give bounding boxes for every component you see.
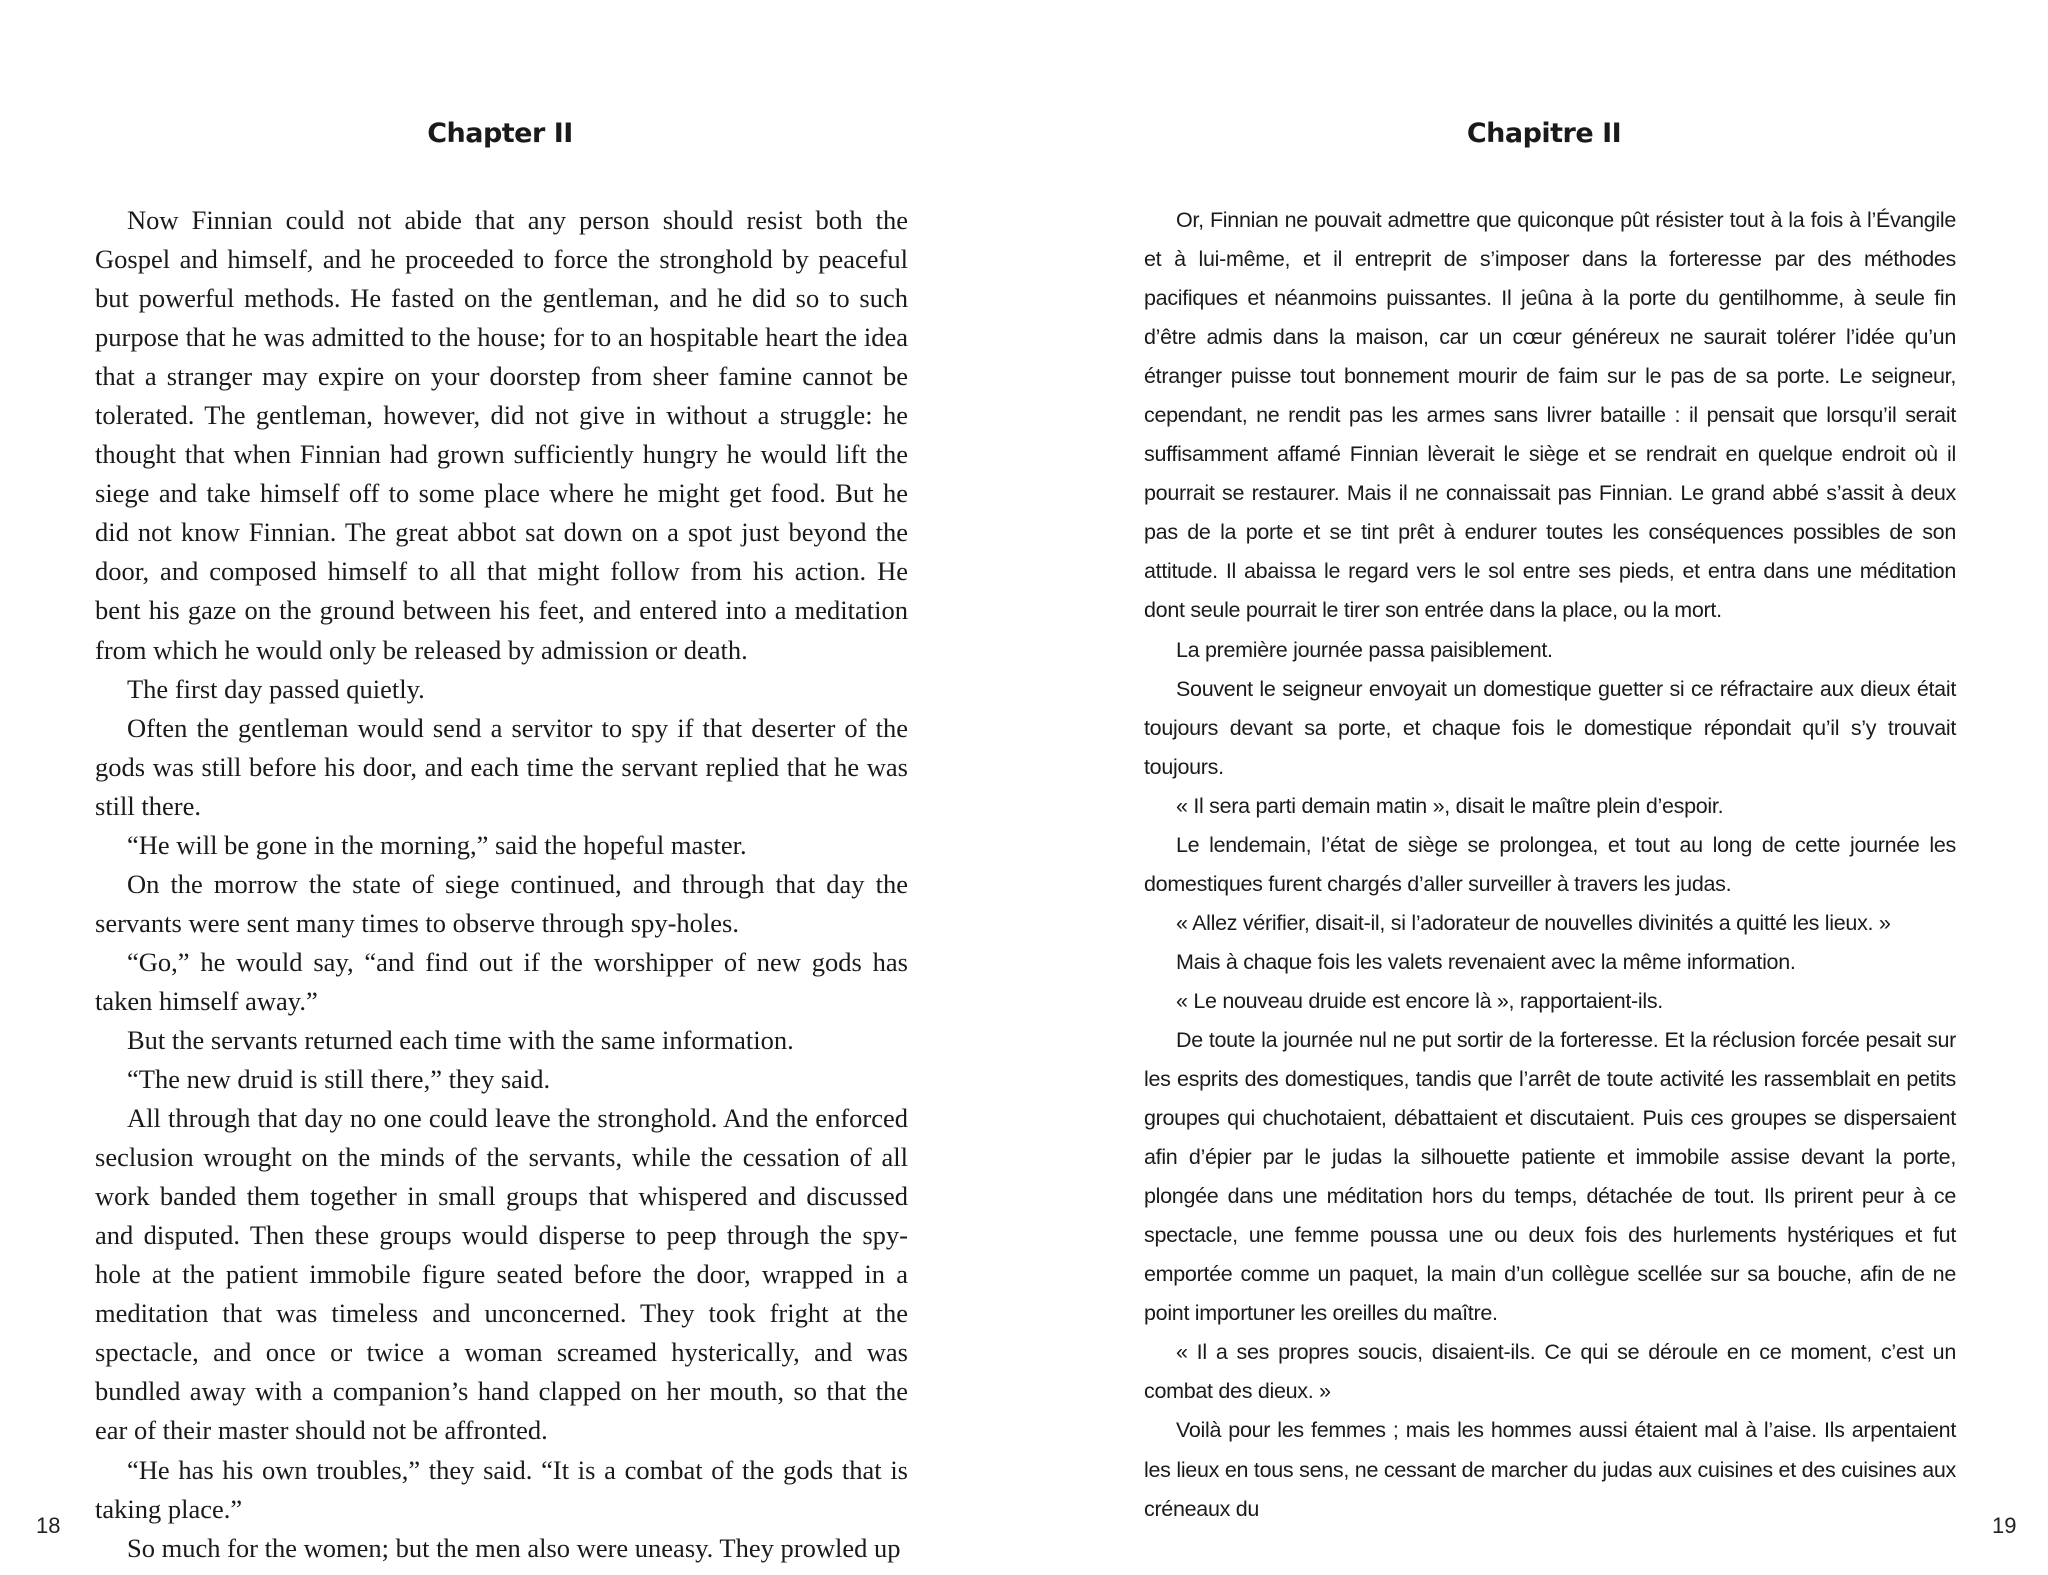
paragraph: Mais à chaque fois les valets revenaient avec la même information. (1176, 949, 1796, 974)
paragraph: « Le nouveau druide est encore là », rapportaient-ils. (1176, 988, 1663, 1013)
chapter-title: Chapitre II (1466, 118, 1622, 149)
paragraph: La première journée passa paisiblement. (1176, 637, 1553, 662)
paragraph: Now Finnian could not abide that any person should resist both the Gospel and himself, and he proceeded to force the stronghold by peaceful but powerful methods. He fasted on the gentleman, and he did so to such purpose that he was admitted to the house; for to an hospitable heart the idea that a stranger may expire on your doorstep from sheer famine cannot be tolerated. The gentleman, however, did not give in without a struggle: he thought that when Finnian had grown sufficiently hungry he would lift the siege and take himself off to some place where he might get food. But he did not know Finnian. The great abbot sat down on a spot just beyond the door, and composed himself to all that might follow from his action. He bent his gaze on the ground between his feet, and entered into a meditation from which he would only be released by admission or death. (95, 205, 908, 665)
paragraph: But the servants returned each time with the same information. (127, 1024, 794, 1055)
paragraph: Voilà pour les femmes ; mais les hommes aussi étaient mal à l’aise. Ils arpentaient les lieux en tous sens, ne cessant de marcher du judas aux cuisines et des cuisines aux créneaux du (1144, 1418, 1956, 1521)
paragraph: “He will be gone in the morning,” said the hopeful master. (127, 829, 747, 860)
chapter-body-english (95, 201, 908, 1568)
right-page (1024, 0, 2048, 1575)
page-number: 18 (36, 1513, 61, 1538)
paragraph: On the morrow the state of siege continued, and through that day the servants were sent many times to observe through spy-holes. (95, 868, 908, 938)
chapter-body-french (1144, 201, 1956, 1529)
paragraph: Le lendemain, l’état de siège se prolongea, et tout au long de cette journée les domestiques furent chargés d’aller surveiller à travers les judas. (1144, 832, 1956, 896)
paragraph: « Il a ses propres soucis, disaient-ils. Ce qui se déroule en ce moment, c’est un combat des dieux. » (1144, 1340, 1956, 1404)
paragraph: « Il sera parti demain matin », disait le maître plein d’espoir. (1176, 793, 1724, 818)
paragraph: Often the gentleman would send a servitor to spy if that deserter of the gods was still before his door, and each time the servant replied that he was still there. (95, 712, 908, 821)
paragraph: Or, Finnian ne pouvait admettre que quiconque pût résister tout à la fois à l’Évangile et à lui-même, et il entreprit de s’imposer dans la forteresse par des méthodes pacifiques et néanmoins puissantes. Il jeûna à la porte du gentilhomme, à seule fin d’être admis dans la maison, car un cœur généreux ne saurait tolérer l’idée qu’un étranger puisse tout bonnement mourir de faim sur le pas de sa porte. Le seigneur, cependant, ne rendit pas les armes sans livrer bataille : il pensait que lorsqu’il serait suffisamment affamé Finnian lèverait le siège et se rendrait en quelque endroit où il pourrait se restaurer. Mais il ne connaissait pas Finnian. Le grand abbé s’assit à deux pas de la porte et se tint prêt à endurer toutes les conséquences possibles de son attitude. Il abaissa le regard vers le sol entre ses pieds, et entra dans une méditation dont seule pourrait le tirer son entrée dans la place, ou la mort. (1144, 208, 1956, 623)
paragraph: De toute la journée nul ne put sortir de la forteresse. Et la réclusion forcée pesait sur les esprits des domestiques, tandis que l’arrêt de toute activité les rassemblait en petits groupes qui chuchotaient, débattaient et discutaient. Puis ces groupes se dispersaient afin d’épier par le judas la silhouette patiente et immobile assise devant la porte, plongée dans une méditation hors du temps, détachée de tout. Ils prirent peur à ce spectacle, une femme poussa une ou deux fois des hurlements hystériques et fut emportée comme un paquet, la main d’un collègue scellée sur sa bouche, afin de ne point importuner les oreilles du maître. (1144, 1027, 1956, 1326)
page-number: 19 (1992, 1513, 2017, 1538)
paragraph: “Go,” he would say, “and find out if the worshipper of new gods has taken himself away.” (95, 946, 908, 1016)
paragraph: All through that day no one could leave the stronghold. And the enforced seclusion wrought on the minds of the servants, while the cessation of all work banded them together in small groups that whispered and discussed and disputed. Then these groups would disperse to peep through the spy-hole at the patient immobile figure seated before the door, wrapped in a meditation that was timeless and unconcerned. They took fright at the spectacle, and once or twice a woman screamed hysterically, and was bundled away with a companion’s hand clapped on her mouth, so that the ear of their master should not be affronted. (95, 1103, 908, 1446)
paragraph: So much for the women; but the men also were uneasy. They prowled up (127, 1532, 901, 1563)
chapter-title: Chapter II (427, 118, 573, 149)
paragraph: Souvent le seigneur envoyait un domestique guetter si ce réfractaire aux dieux était toujours devant sa porte, et chaque fois le domestique répondait qu’il s’y trouvait toujours. (1144, 676, 1956, 779)
paragraph: « Allez vérifier, disait-il, si l’adorateur de nouvelles divinités a quitté les lieux. » (1176, 910, 1891, 935)
paragraph: The first day passed quietly. (127, 673, 425, 704)
paragraph: “The new druid is still there,” they said. (127, 1064, 551, 1095)
paragraph: “He has his own troubles,” they said. “It is a combat of the gods that is taking place.” (95, 1454, 908, 1524)
